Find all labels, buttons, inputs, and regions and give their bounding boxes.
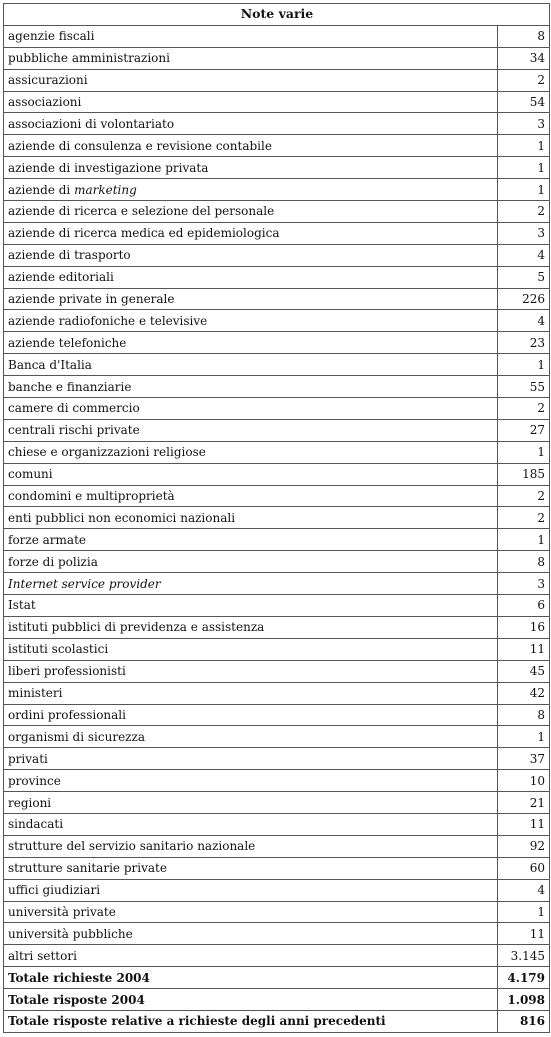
row-value: 1 xyxy=(498,901,550,923)
row-value: 8 xyxy=(498,25,550,47)
table-row xyxy=(4,595,550,617)
row-value: 11 xyxy=(498,923,550,945)
row-label: aziende di consulenza e revisione contabile xyxy=(4,135,498,157)
row-value: 60 xyxy=(498,857,550,879)
row-label: aziende telefoniche xyxy=(4,332,498,354)
row-label xyxy=(4,573,498,595)
row-value: 3 xyxy=(498,113,550,135)
row-label: privati xyxy=(4,748,498,770)
table-row xyxy=(4,419,550,441)
row-label: agenzie fiscali xyxy=(4,25,498,47)
row-label: condomini e multiproprietà xyxy=(4,485,498,507)
table-row xyxy=(4,682,550,704)
row-value: 3 xyxy=(498,573,550,595)
table-row xyxy=(4,792,550,814)
table-body xyxy=(4,25,550,1032)
row-label: Istat xyxy=(4,595,498,617)
row-label: uffici giudiziari xyxy=(4,879,498,901)
row-value: 1 xyxy=(498,354,550,376)
total-value: 4.179 xyxy=(498,967,550,989)
row-value: 5 xyxy=(498,266,550,288)
table-row xyxy=(4,551,550,573)
row-value: 27 xyxy=(498,419,550,441)
total-row xyxy=(4,967,550,989)
table-row xyxy=(4,244,550,266)
row-label: forze armate xyxy=(4,529,498,551)
total-row xyxy=(4,1010,550,1032)
row-value: 1 xyxy=(498,529,550,551)
table-row xyxy=(4,157,550,179)
row-value: 21 xyxy=(498,792,550,814)
table-row xyxy=(4,923,550,945)
total-value: 1.098 xyxy=(498,989,550,1011)
total-label: Totale richieste 2004 xyxy=(4,967,498,989)
row-value: 55 xyxy=(498,376,550,398)
row-label: pubbliche amministrazioni xyxy=(4,47,498,69)
row-label: associazioni xyxy=(4,91,498,113)
table-row xyxy=(4,770,550,792)
row-value: 3.145 xyxy=(498,945,550,967)
row-value: 45 xyxy=(498,660,550,682)
table-row xyxy=(4,529,550,551)
table-row xyxy=(4,463,550,485)
row-label: chiese e organizzazioni religiose xyxy=(4,441,498,463)
row-label: enti pubblici non economici nazionali xyxy=(4,507,498,529)
row-value: 1 xyxy=(498,726,550,748)
table-row xyxy=(4,726,550,748)
row-value: 1 xyxy=(498,179,550,201)
total-label: Totale risposte relative a richieste degli anni precedenti xyxy=(4,1010,498,1032)
row-label: Banca d'Italia xyxy=(4,354,498,376)
row-value: 10 xyxy=(498,770,550,792)
table-row xyxy=(4,266,550,288)
table-row xyxy=(4,310,550,332)
document-page xyxy=(3,3,550,1033)
row-value: 2 xyxy=(498,485,550,507)
row-value: 37 xyxy=(498,748,550,770)
row-value: 11 xyxy=(498,638,550,660)
total-value: 816 xyxy=(498,1010,550,1032)
row-value: 6 xyxy=(498,595,550,617)
table-row xyxy=(4,485,550,507)
row-value: 2 xyxy=(498,69,550,91)
row-value: 34 xyxy=(498,47,550,69)
table-row xyxy=(4,857,550,879)
row-label: aziende di ricerca medica ed epidemiologica xyxy=(4,222,498,244)
row-label: aziende editoriali xyxy=(4,266,498,288)
row-label: ordini professionali xyxy=(4,704,498,726)
table-row xyxy=(4,135,550,157)
row-label: organismi di sicurezza xyxy=(4,726,498,748)
row-value: 42 xyxy=(498,682,550,704)
table-row xyxy=(4,398,550,420)
row-label: sindacati xyxy=(4,813,498,835)
table-header-row xyxy=(4,4,550,26)
table-row xyxy=(4,835,550,857)
row-value: 2 xyxy=(498,398,550,420)
row-label: strutture del servizio sanitario nazionale xyxy=(4,835,498,857)
note-varie-table xyxy=(3,3,550,1033)
table-row xyxy=(4,332,550,354)
table-title: Note varie xyxy=(4,4,550,26)
row-label xyxy=(4,179,498,201)
row-value: 226 xyxy=(498,288,550,310)
row-label: centrali rischi private xyxy=(4,419,498,441)
table-row xyxy=(4,945,550,967)
table-row xyxy=(4,25,550,47)
table-row xyxy=(4,638,550,660)
row-value: 23 xyxy=(498,332,550,354)
row-label: aziende di ricerca e selezione del personale xyxy=(4,201,498,223)
row-value: 4 xyxy=(498,879,550,901)
row-label: altri settori xyxy=(4,945,498,967)
table-row xyxy=(4,69,550,91)
table-row xyxy=(4,901,550,923)
row-value: 1 xyxy=(498,157,550,179)
table-row xyxy=(4,573,550,595)
total-row xyxy=(4,989,550,1011)
row-label: comuni xyxy=(4,463,498,485)
row-value: 1 xyxy=(498,135,550,157)
table-row xyxy=(4,748,550,770)
row-value: 11 xyxy=(498,813,550,835)
table-row xyxy=(4,616,550,638)
row-value: 3 xyxy=(498,222,550,244)
table-row xyxy=(4,91,550,113)
table-row xyxy=(4,660,550,682)
row-value: 1 xyxy=(498,441,550,463)
row-label: ministeri xyxy=(4,682,498,704)
row-value: 2 xyxy=(498,507,550,529)
row-label-italic: Internet service provider xyxy=(8,576,161,591)
table-row xyxy=(4,376,550,398)
row-value: 92 xyxy=(498,835,550,857)
table-row xyxy=(4,879,550,901)
row-label: aziende radiofoniche e televisive xyxy=(4,310,498,332)
row-label: assicurazioni xyxy=(4,69,498,91)
table-row xyxy=(4,507,550,529)
row-label: camere di commercio xyxy=(4,398,498,420)
table-row xyxy=(4,813,550,835)
row-value: 185 xyxy=(498,463,550,485)
total-label: Totale risposte 2004 xyxy=(4,989,498,1011)
row-label: province xyxy=(4,770,498,792)
row-value: 4 xyxy=(498,244,550,266)
row-label: banche e finanziarie xyxy=(4,376,498,398)
row-value: 4 xyxy=(498,310,550,332)
row-label: strutture sanitarie private xyxy=(4,857,498,879)
row-label: forze di polizia xyxy=(4,551,498,573)
row-label: liberi professionisti xyxy=(4,660,498,682)
table-row xyxy=(4,201,550,223)
table-row xyxy=(4,288,550,310)
row-label: istituti scolastici xyxy=(4,638,498,660)
row-label: aziende di investigazione privata xyxy=(4,157,498,179)
row-label: istituti pubblici di previdenza e assistenza xyxy=(4,616,498,638)
row-label: associazioni di volontariato xyxy=(4,113,498,135)
row-label: regioni xyxy=(4,792,498,814)
row-label: università private xyxy=(4,901,498,923)
table-row xyxy=(4,47,550,69)
row-value: 16 xyxy=(498,616,550,638)
row-value: 2 xyxy=(498,201,550,223)
table-row xyxy=(4,354,550,376)
row-value: 8 xyxy=(498,551,550,573)
row-value: 8 xyxy=(498,704,550,726)
table-row xyxy=(4,704,550,726)
row-label: aziende private in generale xyxy=(4,288,498,310)
row-label-italic: marketing xyxy=(74,182,137,197)
row-label: università pubbliche xyxy=(4,923,498,945)
table-row xyxy=(4,179,550,201)
row-value: 54 xyxy=(498,91,550,113)
row-label: aziende di trasporto xyxy=(4,244,498,266)
table-row xyxy=(4,113,550,135)
table-row xyxy=(4,222,550,244)
table-row xyxy=(4,441,550,463)
row-label-prefix: aziende di xyxy=(8,182,75,197)
